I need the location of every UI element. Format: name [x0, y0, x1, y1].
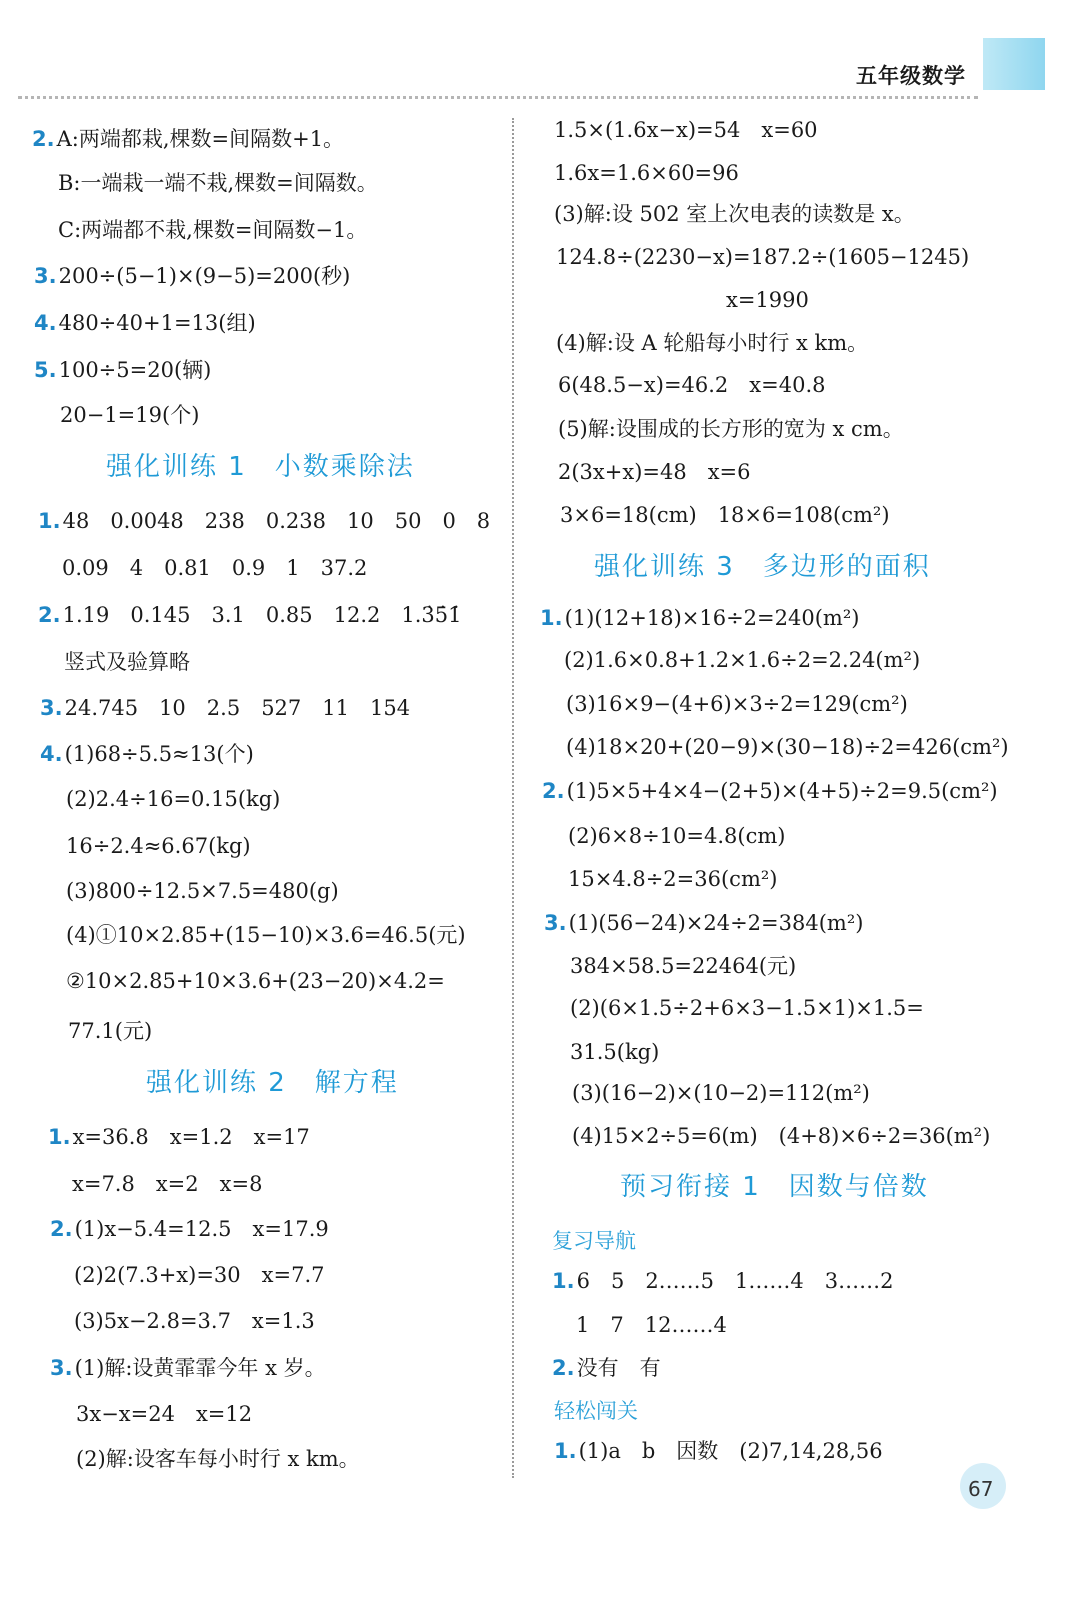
- answer-line: (2)2.4÷16=0.15(kg): [66, 787, 281, 811]
- answer-line: (4)①10×2.85+(15−10)×3.6=46.5(元): [66, 923, 466, 947]
- answer-line: 31.5(kg): [570, 1040, 660, 1064]
- answer-line: (4)18×20+(20−9)×(30−18)÷2=426(cm²): [566, 735, 1009, 759]
- answer-line: 2.(1)x−5.4=12.5 x=17.9: [50, 1217, 329, 1241]
- answer-line: 4.480÷40+1=13(组): [34, 311, 256, 335]
- page-header-title: 五年级数学: [856, 64, 966, 88]
- header-tab: [983, 38, 1045, 90]
- answer-line: 1.6 5 2……5 1……4 3……2: [552, 1269, 894, 1293]
- answer-line: 1.x=36.8 x=1.2 x=17: [48, 1125, 310, 1149]
- answer-line: ②10×2.85+10×3.6+(23−20)×4.2=: [66, 969, 445, 993]
- answer-line: (4)15×2÷5=6(m) (4+8)×6÷2=36(m²): [572, 1124, 991, 1148]
- section-title: 强化训练 3 多边形的面积: [594, 552, 931, 582]
- answer-line: 3×6=18(cm) 18×6=108(cm²): [560, 503, 890, 527]
- answer-line: 1.6x=1.6×60=96: [554, 161, 739, 185]
- answer-line: (3)800÷12.5×7.5=480(g): [66, 879, 339, 903]
- answer-line: (4)解:设 A 轮船每小时行 x km。: [556, 331, 869, 355]
- answer-line: (2)1.6×0.8+1.2×1.6÷2=2.24(m²): [564, 648, 921, 672]
- answer-line: 3.(1)解:设黄霏霏今年 x 岁。: [50, 1356, 326, 1380]
- answer-line: 3.200÷(5−1)×(9−5)=200(秒): [34, 264, 351, 288]
- answer-line: 2.没有 有: [552, 1356, 661, 1380]
- section-title: 强化训练 1 小数乘除法: [106, 452, 415, 482]
- answer-line: (3)解:设 502 室上次电表的读数是 x。: [554, 202, 915, 226]
- answer-line: 3x−x=24 x=12: [76, 1402, 253, 1426]
- subsection-title: 轻松闯关: [554, 1399, 638, 1423]
- answer-line: 15×4.8÷2=36(cm²): [568, 867, 778, 891]
- answer-line: 6(48.5−x)=46.2 x=40.8: [558, 373, 826, 397]
- answer-line: 1 7 12……4: [576, 1313, 727, 1337]
- section-title: 预习衔接 1 因数与倍数: [620, 1172, 929, 1202]
- answer-line: 16÷2.4≈6.67(kg): [66, 834, 251, 858]
- answer-line: 0.09 4 0.81 0.9 1 37.2: [62, 556, 368, 580]
- answer-line: (5)解:设围成的长方形的宽为 x cm。: [558, 417, 904, 441]
- answer-line: 2.1.19 0.145 3.1 0.85 12.2 1.3̇5̇1̇: [38, 603, 462, 627]
- answer-line: 1.48 0.0048 238 0.238 10 50 0 8: [38, 509, 491, 533]
- answer-line: 3.(1)(56−24)×24÷2=384(m²): [544, 911, 864, 935]
- answer-line: 2.(1)5×5+4×4−(2+5)×(4+5)÷2=9.5(cm²): [542, 779, 998, 803]
- answer-line: 5.100÷5=20(辆): [34, 358, 212, 382]
- answer-line: B:一端栽一端不栽,棵数=间隔数。: [58, 171, 378, 195]
- answer-line: 124.8÷(2230−x)=187.2÷(1605−1245): [556, 245, 970, 269]
- answer-line: 2.A:两端都栽,棵数=间隔数+1。: [32, 127, 345, 151]
- answer-line: (2)6×8÷10=4.8(cm): [568, 824, 786, 848]
- answer-line: x=7.8 x=2 x=8: [72, 1172, 263, 1196]
- answer-line: (3)(16−2)×(10−2)=112(m²): [572, 1081, 870, 1105]
- answer-line: 竖式及验算略: [64, 650, 190, 674]
- answer-line: 1.(1)a b 因数 (2)7,14,28,56: [554, 1439, 883, 1463]
- answer-line: (2)2(7.3+x)=30 x=7.7: [74, 1263, 325, 1287]
- page-number: 67: [968, 1477, 994, 1501]
- answer-line: C:两端都不栽,棵数=间隔数−1。: [58, 218, 368, 242]
- answer-line: x=1990: [726, 288, 809, 312]
- answer-line: (3)16×9−(4+6)×3÷2=129(cm²): [566, 692, 908, 716]
- answer-line: (3)5x−2.8=3.7 x=1.3: [74, 1309, 315, 1333]
- answer-line: 2(3x+x)=48 x=6: [558, 460, 751, 484]
- subsection-title: 复习导航: [552, 1229, 636, 1253]
- answer-line: (2)解:设客车每小时行 x km。: [76, 1447, 360, 1471]
- answer-line: 384×58.5=22464(元): [570, 954, 797, 978]
- answer-line: 3.24.745 10 2.5 527 11 154: [40, 696, 411, 720]
- header-divider: [18, 96, 978, 99]
- answer-line: 1.(1)(12+18)×16÷2=240(m²): [540, 606, 860, 630]
- answer-line: 1.5×(1.6x−x)=54 x=60: [554, 118, 818, 142]
- answer-line: 4.(1)68÷5.5≈13(个): [40, 742, 254, 766]
- answer-line: 77.1(元): [68, 1019, 153, 1043]
- section-title: 强化训练 2 解方程: [146, 1068, 399, 1098]
- answer-line: 20−1=19(个): [60, 403, 200, 427]
- answer-line: (2)(6×1.5÷2+6×3−1.5×1)×1.5=: [570, 996, 924, 1020]
- column-divider: [512, 118, 514, 1478]
